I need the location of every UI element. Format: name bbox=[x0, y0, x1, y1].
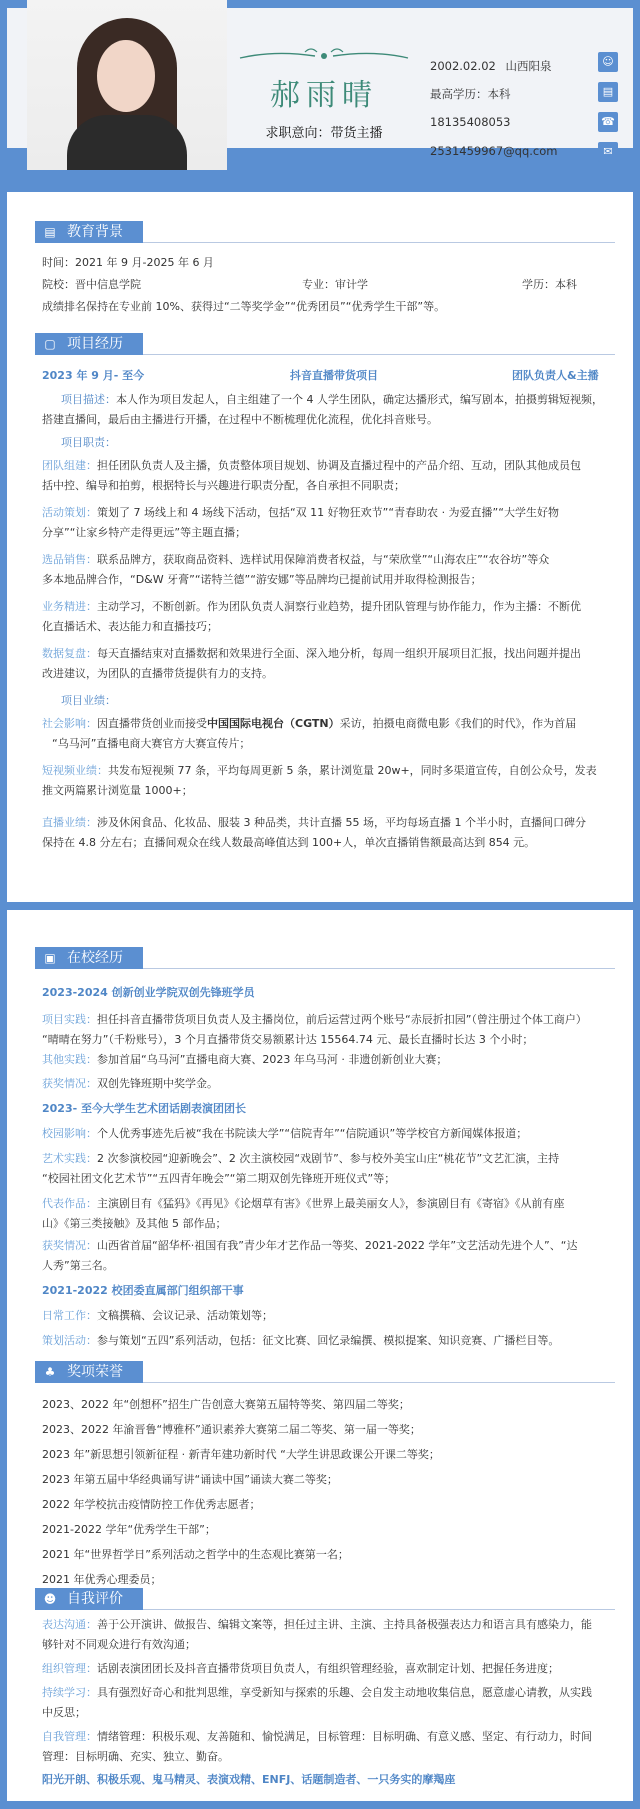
school-c1: 日常工作：文稿撰稿、会议记录、活动策划等； bbox=[42, 1309, 273, 1322]
duty-review-2: 改进建议，为团队的直播带货提供有力的支持。 bbox=[42, 667, 273, 680]
section-project bbox=[35, 331, 615, 357]
birth-hometown bbox=[430, 58, 552, 74]
school-a2: 其他实践：参加首届“乌马河”直播电商大赛、2023 年乌马河 · 非遗创新创业大赛； bbox=[42, 1053, 448, 1066]
phone-number: 18135408053 bbox=[430, 115, 511, 129]
school-b2-2: “校园社团文化艺术节”“五四青年晚会”“第二期双创先锋班开班仪式”等； bbox=[42, 1172, 396, 1185]
birth-date: 2002.02.02 bbox=[430, 59, 496, 73]
folder-icon: ▢ bbox=[44, 337, 56, 351]
duty-team-2: 括中控、编导和拍剪，根据特长与兴趣进行职责分配，各自承担不同职责； bbox=[42, 479, 405, 492]
award-item: 2021 年优秀心理委员； bbox=[42, 1573, 162, 1586]
school-b4-2: 人秀”第三名。 bbox=[42, 1259, 114, 1272]
mail-icon: ✉ bbox=[598, 142, 618, 162]
school-a1-2: “晴晴在努力”（千粉账号），3 个月直播带货交易额累计达 15564.74 元、最长直播时长达 3 个小时； bbox=[42, 1033, 534, 1046]
project-desc-line2: 搭建直播间，最后由主播进行开播，在过程中不断梳理优化流程，优化抖音账号。 bbox=[42, 413, 438, 426]
self-s4: 自我管理：情绪管理：积极乐观、友善随和、愉悦满足，目标管理：目标明确、有意义感、坚定、有行动力，时间 bbox=[42, 1730, 592, 1743]
school-heading-2: 2023- 至今大学生艺术团话剧表演团团长 bbox=[42, 1102, 247, 1115]
school-b3-2: 山》《第三类接触》及其他 5 部作品； bbox=[42, 1217, 227, 1230]
self-s3-2: 中反思； bbox=[42, 1706, 86, 1719]
result-video-2: 推文两篇累计浏览量 1000+； bbox=[42, 784, 193, 797]
duty-selection: 选品销售：联系品牌方，获取商品资料、选样试用保障消费者权益，与“荣欣堂”“山海农庄”“农谷坊”等众 bbox=[42, 553, 550, 566]
email-address: 2531459967@qq.com bbox=[430, 144, 558, 158]
project-desc-line1: 项目描述：本人作为项目发起人，自主组建了一个 4 人学生团队，确定达播形式，编写剧本，拍摄剪辑短视频， bbox=[61, 393, 603, 406]
project-duty-label: 项目职责： bbox=[61, 436, 116, 449]
school-b1: 校园影响：个人优秀事迹先后被“我在书院读大学”“信院青年”“信院通识”等学校官方新闻媒体报道； bbox=[42, 1127, 528, 1140]
edu-major: 专业：审计学 bbox=[302, 278, 368, 291]
edu-note: 成绩排名保持在专业前 10%、获得过“二等奖学金”“优秀团员”“优秀学生干部”等。 bbox=[42, 300, 446, 313]
section-title: 奖项荣誉 bbox=[67, 1364, 123, 1380]
section-title: 自我评价 bbox=[67, 1591, 123, 1607]
result-live-2: 保持在 4.8 分左右；直播间观众在线人数最高峰值达到 100+人，单次直播销售额最高达到 854 元。 bbox=[42, 836, 536, 849]
result-live: 直播业绩：涉及休闲食品、化妆品、服装 3 种品类，共计直播 55 场，平均每场直播 1 个半小时，直播间口碑分 bbox=[42, 816, 586, 829]
profile-photo bbox=[27, 0, 227, 170]
self-s4-2: 管理：目标明确、充实、独立、勤奋。 bbox=[42, 1750, 229, 1763]
section-school bbox=[35, 945, 615, 971]
book-icon: ▤ bbox=[598, 82, 618, 102]
phone-icon: ☎ bbox=[598, 112, 618, 132]
result-social: 社会影响：因直播带货创业而接受中国国际电视台（CGTN）采访，拍摄电商微电影《我们的时代》，作为首届 bbox=[42, 717, 577, 730]
award-item: 2021-2022 学年“优秀学生干部”； bbox=[42, 1523, 216, 1536]
self-s1: 表达沟通：善于公开演讲、做报告、编辑文案等，担任过主讲、主演、主持具备极强表达力和语言具有感染力，能 bbox=[42, 1618, 592, 1631]
result-video: 短视频业绩：共发布短视频 77 条，平均每周更新 5 条，累计浏览量 20w+，同时多渠道宣传，自创公众号，发表 bbox=[42, 764, 597, 777]
section-title: 教育背景 bbox=[67, 224, 123, 240]
duty-growth-2: 化直播话术、表达能力和直播技巧； bbox=[42, 620, 218, 633]
duty-team: 团队组建：担任团队负责人及主播，负责整体项目规划、协调及直播过程中的产品介绍、互动，团队其他成员包 bbox=[42, 459, 581, 472]
award-item: 2023、2022 年渝晋鲁“博雅杯”通识素养大赛第二届二等奖、第一届一等奖； bbox=[42, 1423, 421, 1436]
result-social-2: “乌马河”直播电商大赛官方大赛宣传片； bbox=[52, 737, 251, 750]
award-item: 2022 年学校抗击疫情防控工作优秀志愿者； bbox=[42, 1498, 261, 1511]
duty-planning: 活动策划：策划了 7 场线上和 4 场线下活动，包括“双 11 好物狂欢节”“青春助农 · 为爱直播”“大学生好物 bbox=[42, 506, 559, 519]
project-results-label: 项目业绩： bbox=[61, 694, 116, 707]
award-item: 2023 年第五届中华经典诵写讲“诵读中国”诵读大赛二等奖； bbox=[42, 1473, 338, 1486]
school-c2: 策划活动：参与策划“五四”系列活动，包括：征文比赛、回忆录编撰、模拟提案、知识竞赛、广播栏目等。 bbox=[42, 1334, 560, 1347]
school-a1: 项目实践：担任抖音直播带货项目负责人及主播岗位，前后运营过两个账号“赤辰折扣园”（曾注册过个体工商户） bbox=[42, 1013, 587, 1026]
self-tags: 阳光开朗、积极乐观、鬼马精灵、表演戏精、ENFJ、话题制造者、一只务实的摩羯座 bbox=[42, 1773, 456, 1786]
ornament-divider bbox=[235, 44, 413, 64]
award-item: 2023 年”新思想引领新征程 · 新青年建功新时代 “大学生讲思政课公开课二等奖； bbox=[42, 1448, 440, 1461]
award-item: 2023、2022 年“创想杯”招生广告创意大赛第五届特等奖、第四届二等奖； bbox=[42, 1398, 410, 1411]
person-icon: ☻ bbox=[43, 1592, 57, 1606]
gift-icon: ♣ bbox=[44, 1365, 56, 1379]
candidate-name: 郝雨晴 bbox=[270, 78, 378, 113]
award-item: 2021 年“世界哲学日”系列活动之哲学中的生态观比赛第一名； bbox=[42, 1548, 349, 1561]
section-education bbox=[35, 219, 615, 245]
job-intent: 求职意向：带货主播 bbox=[265, 126, 383, 141]
hometown: 山西阳泉 bbox=[505, 59, 552, 73]
resume-page-2 bbox=[7, 910, 633, 1801]
project-date: 2023 年 9 月- 至今 bbox=[42, 369, 145, 382]
school-heading-1: 2023-2024 创新创业学院双创先锋班学员 bbox=[42, 986, 255, 999]
education-level: 最高学历：本科 bbox=[430, 87, 511, 101]
section-awards bbox=[35, 1359, 615, 1385]
edu-school: 院校：晋中信息学院 bbox=[42, 278, 141, 291]
school-a3: 获奖情况：双创先锋班期中奖学金。 bbox=[42, 1077, 218, 1090]
edu-degree: 学历：本科 bbox=[522, 278, 577, 291]
duty-growth: 业务精进：主动学习，不断创新。作为团队负责人洞察行业趋势，提升团队管理与协作能力，作为主播：不断优 bbox=[42, 600, 581, 613]
school-b2: 艺术实践：2 次参演校园“迎新晚会”、2 次主演校园“戏剧节”、参与校外美宝山庄“桃花节”文艺汇演，主持 bbox=[42, 1152, 560, 1165]
edu-time: 时间：2021 年 9 月-2025 年 6 月 bbox=[42, 256, 214, 269]
duty-review: 数据复盘：每天直播结束对直播数据和效果进行全面、深入地分析，每周一组织开展项目汇报，找出问题并提出 bbox=[42, 647, 581, 660]
self-s2: 组织管理：话剧表演团团长及抖音直播带货项目负责人，有组织管理经验，喜欢制定计划、把握任务进度； bbox=[42, 1662, 559, 1675]
school-b3: 代表作品：主演剧目有《猛犸》《再见》《论烟草有害》《世界上最美丽女人》，参演剧目有《寄宿》《从前有座 bbox=[42, 1197, 565, 1210]
section-title: 项目经历 bbox=[67, 336, 123, 352]
self-s3: 持续学习：具有强烈好奇心和批判思维，享受新知与探索的乐趣、会自发主动地收集信息，愿意虚心请教，从实践 bbox=[42, 1686, 592, 1699]
briefcase-icon: ▣ bbox=[44, 951, 56, 965]
duty-selection-2: 多本地品牌合作，“D&W 牙膏”“诺特兰德”“游安娜”等品牌均已提前试用并取得检测报告； bbox=[42, 573, 482, 586]
school-heading-3: 2021-2022 校团委直属部门组织部干事 bbox=[42, 1284, 244, 1297]
self-s1-2: 够针对不同观众进行有效沟通； bbox=[42, 1638, 196, 1651]
duty-planning-2: 分享”“让家乡特产走得更远”等主题直播； bbox=[42, 526, 247, 539]
resume-page-1 bbox=[7, 8, 633, 902]
section-self bbox=[35, 1586, 615, 1612]
project-name: 抖音直播带货项目 bbox=[290, 369, 378, 382]
section-title: 在校经历 bbox=[67, 950, 123, 966]
document-icon: ▤ bbox=[44, 225, 56, 239]
project-role: 团队负责人&主播 bbox=[512, 369, 599, 382]
user-icon: ☺ bbox=[598, 52, 618, 72]
school-b4: 获奖情况：山西省首届“韶华杯·祖国有我”青少年才艺作品一等奖、2021-2022 学年”文艺活动先进个人”、“达 bbox=[42, 1239, 578, 1252]
